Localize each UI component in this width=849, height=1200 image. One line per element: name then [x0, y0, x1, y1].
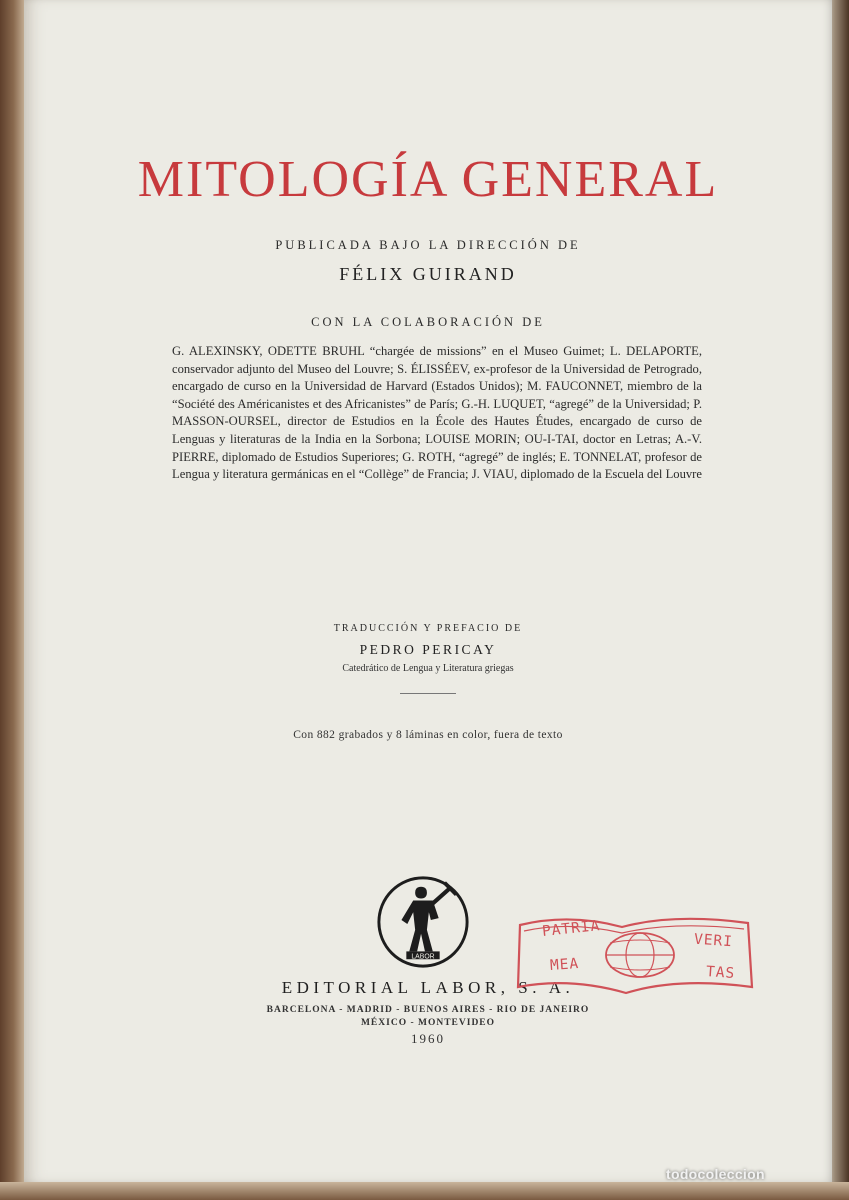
stamp-word-patria: PATRIA — [541, 917, 602, 941]
collaboration-heading: CON LA COLABORACIÓN DE — [311, 315, 545, 329]
publication-year: 1960 — [411, 1031, 445, 1046]
stamp-word-mea: MEA — [549, 956, 580, 974]
translation-heading: TRADUCCIÓN Y PREFACIO DE — [333, 623, 523, 634]
divider-rule — [400, 693, 456, 694]
stamp-book-globe-icon — [510, 907, 760, 1001]
book-title: MITOLOGÍA GENERAL — [137, 151, 719, 208]
book-bottom-edge — [0, 1182, 849, 1200]
publisher-cities-2: MÉXICO - MONTEVIDEO — [360, 1018, 496, 1028]
labor-publisher-logo — [374, 873, 472, 971]
engravings-note: Con 882 grabados y 8 láminas en color, fuera de texto — [293, 729, 563, 741]
director-name: FÉLIX GUIRAND — [339, 264, 517, 284]
title-page — [24, 0, 832, 1182]
logo-label: LABOR — [411, 953, 435, 961]
translator-role: Catedrático de Lengua y Literatura griegas — [342, 663, 514, 674]
publisher-name: EDITORIAL LABOR, S. A. — [281, 978, 575, 997]
stamp-word-veri: VERI — [693, 931, 734, 951]
worker-figure-icon — [401, 887, 438, 952]
site-watermark: todocoleccion — [666, 1166, 765, 1182]
translator-name: PEDRO PERICAY — [359, 642, 497, 657]
library-stamp — [510, 907, 760, 1001]
stamp-word-tas: TAS — [705, 964, 736, 982]
published-under-line: PUBLICADA BAJO LA DIRECCIÓN DE — [275, 238, 581, 252]
publisher-cities-1: BARCELONA - MADRID - BUENOS AIRES - RIO DE JANEIRO — [266, 1005, 590, 1015]
collaborators-paragraph: G. ALEXINSKY, ODETTE BRUHL “chargée de missions” en el Museo Guimet; L. DELAPORTE, conservador adjunto del Museo del Louvre; S. ÉLISSÉEV, ex-profesor de la Universidad de Petrogrado, encargado de curso en la Universidad de Harvard (Estados Unidos); M. FAUCONNET, miembro de la “Société des Américanistes et des Africanistes” de París; G.-H. LUQUET, “agregé” de la Universidad; P. MASSON-OURSEL, director de Estudios en la École des Hautes Études, encargado de curso de Lenguas y literaturas de la India en la Sorbona; LOUISE MORIN; OU-I-TAI, doctor en Letras; A.-V. PIERRE, diplomado de Estudios Superiores; G. ROTH, “agregé” de inglés; E. TONNELAT, profesor de Lengua y literatura germánicas en el “Collège” de Francia; J. VIAU, diplomado de la Escuela del Louvre — [172, 344, 702, 482]
